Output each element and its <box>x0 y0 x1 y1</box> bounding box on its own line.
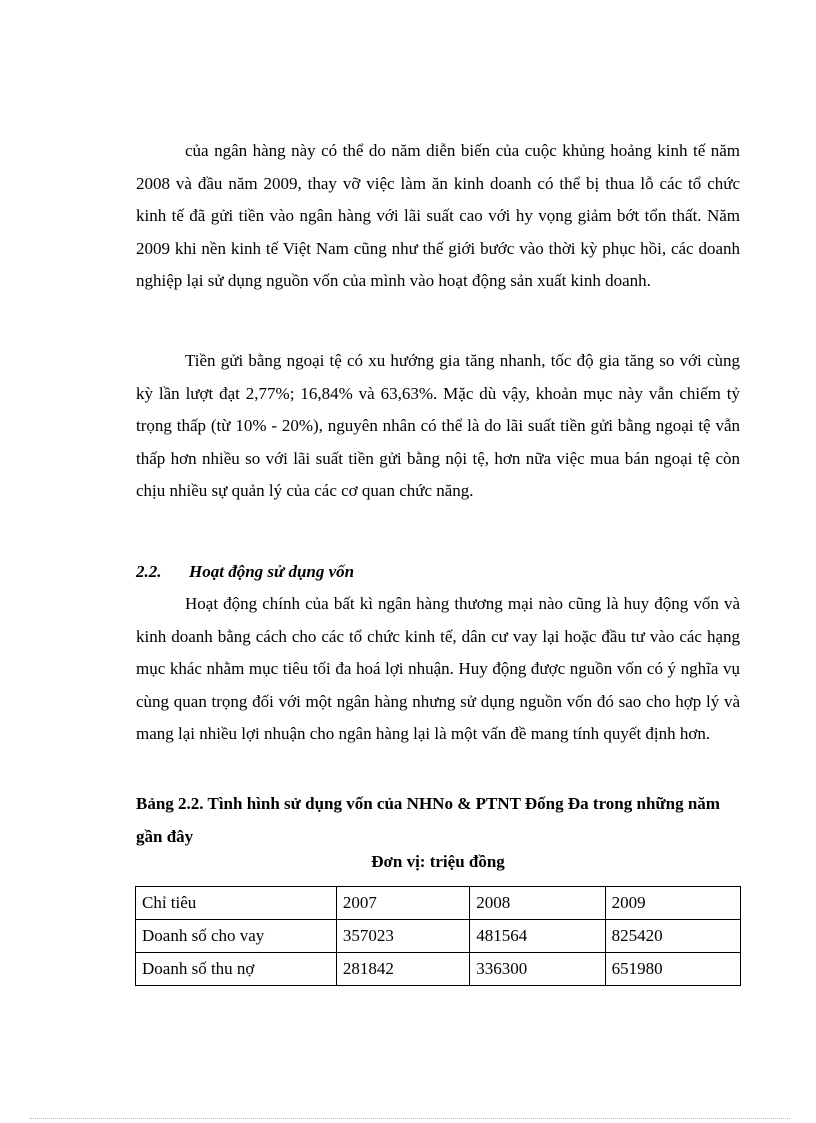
paragraph-foreign-currency-deposits: Tiền gửi bằng ngoại tệ có xu hướng gia tăng nhanh, tốc độ gia tăng so với cùng kỳ lần lượt đạt 2,77%; 16,84% và 63,63%. Mặc dù vậy, khoản mục này vẫn chiếm tỷ trọng thấp (từ 10% - 20%), nguyên nhân có thể là do lãi suất tiền gửi bằng ngoại tệ vẫn thấp hơn nhiều so với lãi suất tiền gửi bằng nội tệ, hơn nữa việc mua bán ngoại tệ còn chịu nhiều sự quản lý của các cơ quan chức năng. <box>136 351 740 501</box>
section-heading <box>136 562 354 582</box>
table-cell: Doanh số thu nợ <box>136 953 337 986</box>
capital-usage-table <box>135 886 741 986</box>
table-header-cell: 2007 <box>336 887 469 920</box>
table-header-cell: 2009 <box>605 887 740 920</box>
table-cell: 651980 <box>605 953 740 986</box>
table-cell: 336300 <box>470 953 605 986</box>
table-cell: 357023 <box>336 920 469 953</box>
paragraph-capital-usage: Hoạt động chính của bất kì ngân hàng thương mại nào cũng là huy động vốn và kinh doanh bằng cách cho các tổ chức kinh tế, dân cư vay lại hoặc đầu tư vào các hạng mục khác nhằm mục tiêu tối đa hoá lợi nhuận. Huy động được nguồn vốn có ý nghĩa vụ cùng quan trọng đối với một ngân hàng nhưng sử dụng nguồn vốn đó sao cho hợp lý và mang lại nhiều lợi nhuận cho ngân hàng lại là một vấn đề mang tính quyết định hơn. <box>136 594 740 744</box>
footer-divider <box>30 1118 790 1119</box>
section-title: Hoạt động sử dụng vốn <box>189 562 355 581</box>
table-row <box>136 953 741 986</box>
table-caption: Bảng 2.2. Tình hình sử dụng vốn của NHNo & PTNT Đống Đa trong những năm gần đây <box>136 794 720 846</box>
table-unit: Đơn vị: triệu đồng <box>371 852 505 871</box>
table-cell: 825420 <box>605 920 740 953</box>
table-cell: 281842 <box>336 953 469 986</box>
table-cell: 481564 <box>470 920 605 953</box>
table-header-cell: 2008 <box>470 887 605 920</box>
paragraph-deposit-trend: của ngân hàng này có thể do năm diễn biến của cuộc khủng hoảng kinh tế năm 2008 và đầu năm 2009, thay vỡ việc làm ăn kinh doanh có thể bị thua lỗ các tổ chức kinh tế đã gửi tiền vào ngân hàng với lãi suất cao với hy vọng giảm bớt tổn thất. Năm 2009 khi nền kinh tế Việt Nam cũng như thế giới bước vào thời kỳ phục hồi, các doanh nghiệp lại sử dụng nguồn vốn của mình vào hoạt động sản xuất kinh doanh. <box>136 141 740 291</box>
table-header-cell: Chỉ tiêu <box>136 887 337 920</box>
table-cell: Doanh số cho vay <box>136 920 337 953</box>
section-number: 2.2. <box>136 562 162 581</box>
table-header-row <box>136 887 741 920</box>
table-row <box>136 920 741 953</box>
